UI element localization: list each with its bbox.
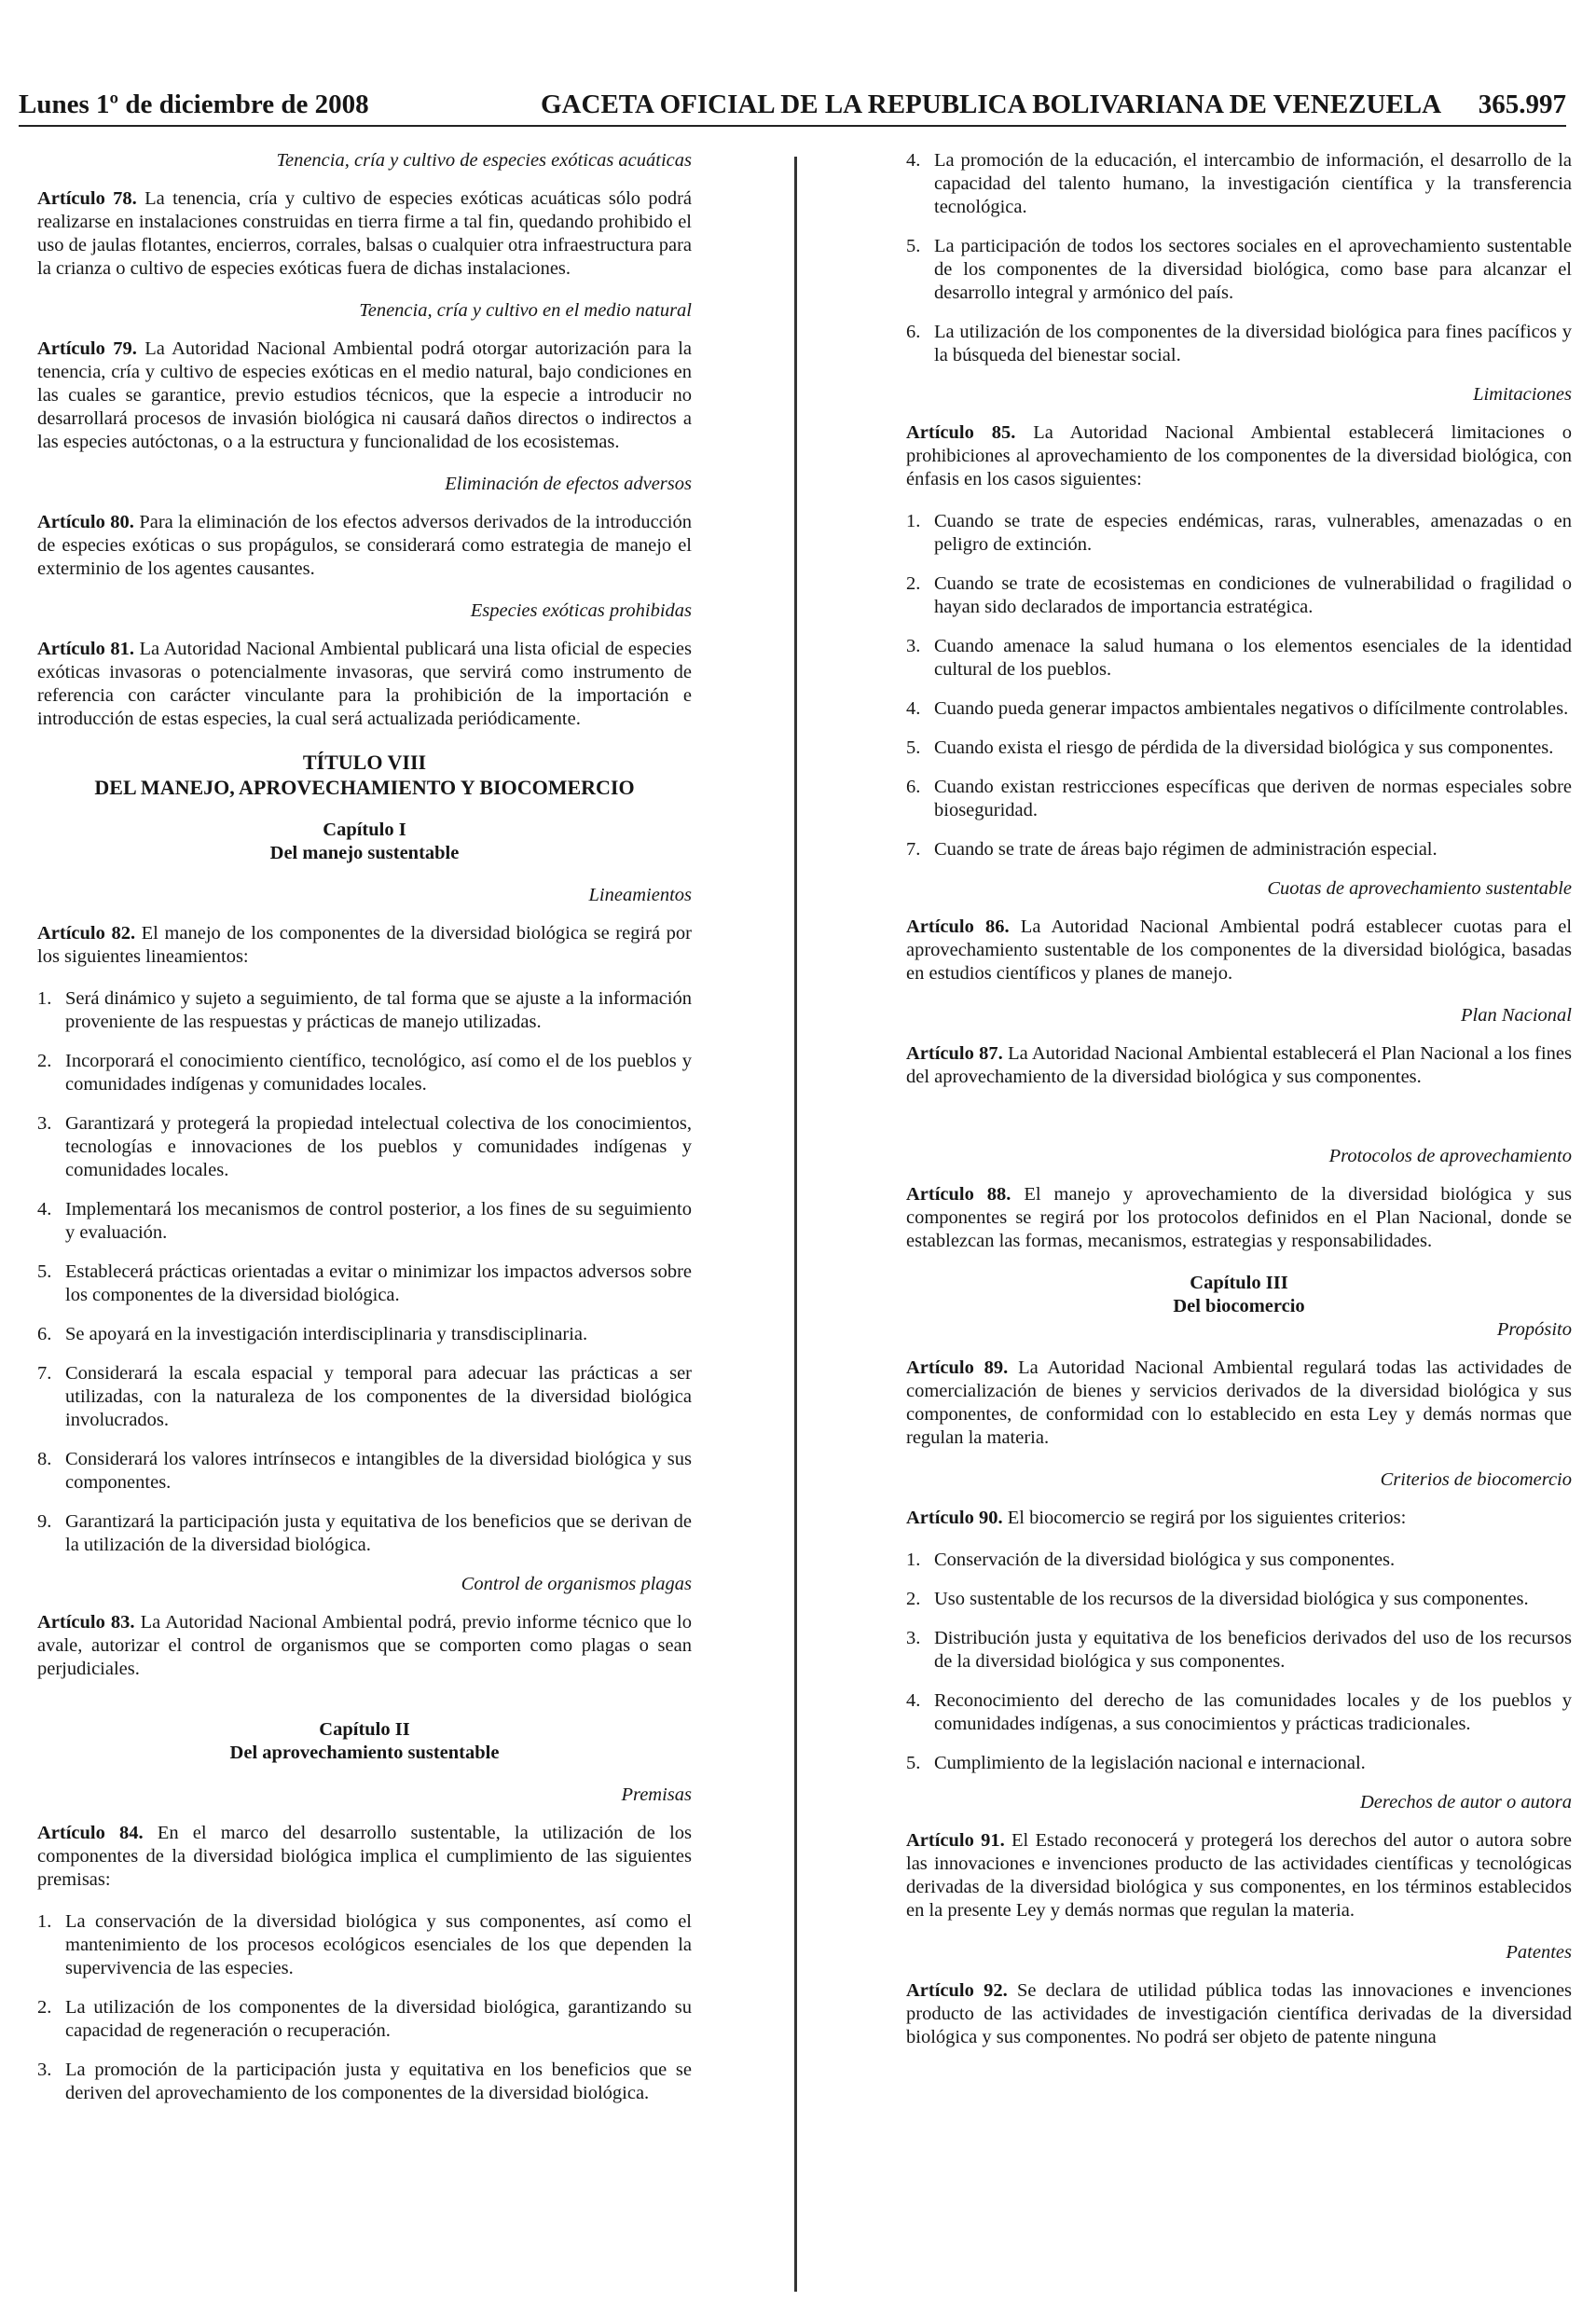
article-85-list — [906, 510, 1572, 861]
article-label: Artículo 86. — [906, 916, 1010, 937]
chapter-name: Del aprovechamiento sustentable — [229, 1743, 500, 1763]
right-column — [906, 149, 1572, 2068]
list-item: 3. Cuando amenace la salud humana o los elementos esenciales de la identidad cultural de los pueblos. — [906, 636, 1572, 680]
header-rule — [19, 125, 1566, 127]
page-header — [19, 90, 1566, 127]
article-text: Se declara de utilidad pública todas las innovaciones e invenciones producto de las actividades de investigación científica derivadas de la diversidad biológica y sus componentes. No podrá ser objeto de patente ninguna — [906, 1980, 1573, 2047]
article-92 — [906, 1979, 1572, 2049]
section-subtitle: Premisas — [621, 1784, 692, 1805]
page-number: 365.997 — [1478, 90, 1566, 119]
list-item: 2. La utilización de los componentes de la diversidad biológica, garantizando su capacidad de regeneración o recuperación. — [37, 1997, 692, 2041]
list-item: 3. La promoción de la participación justa y equitativa en los beneficios que se deriven del aprovechamiento de los componentes de la diversidad biológica. — [37, 2060, 692, 2103]
list-item: 6. La utilización de los componentes de la diversidad biológica para fines pacíficos y la búsqueda del bienestar social. — [906, 322, 1572, 365]
article-84 — [37, 1822, 692, 1892]
article-78 — [37, 187, 692, 281]
article-90 — [906, 1507, 1572, 1530]
article-text: En el marco del desarrollo sustentable, la utilización de los componentes de la diversidad biológica implica el cumplimiento de las siguientes premisas: — [37, 1823, 692, 1890]
article-text: La Autoridad Nacional Ambiental podrá, previo informe técnico que lo avale, autorizar el control de organismos que se comporten como plagas o sean perjudiciales. — [37, 1612, 692, 1679]
article-79 — [37, 338, 692, 454]
article-text: La Autoridad Nacional Ambiental podrá establecer cuotas para el aprovechamiento sustentable de los componentes de la diversidad biológica, basadas en estudios científicos y planes de manejo. — [906, 916, 1573, 984]
list-item: 6. Cuando existan restricciones específicas que deriven de normas especiales sobre bioseguridad. — [906, 777, 1572, 820]
article-text: Para la eliminación de los efectos adversos derivados de la introducción de especies exóticas o sus propágulos, se considerará como estrategia de manejo el exterminio de los agentes causantes. — [37, 512, 693, 579]
chapter-name: Del biocomercio — [1173, 1296, 1305, 1316]
section-subtitle: Eliminación de efectos adversos — [445, 474, 692, 494]
article-81 — [37, 638, 692, 731]
list-item: 1. Será dinámico y sujeto a seguimiento, de tal forma que se ajuste a la información proveniente de las respuestas y prácticas de manejo utilizadas. — [37, 988, 692, 1032]
chapter-heading: Capítulo II — [319, 1719, 410, 1740]
header-title: GACETA OFICIAL DE LA REPUBLICA BOLIVARIANA DE VENEZUELA — [541, 90, 1442, 119]
article-text: La Autoridad Nacional Ambiental regulará todas las actividades de comercialización de bienes y servicios derivados de la diversidad biológica y sus componentes, de conformidad con lo establecido en esta Ley y demás normas que regulan la materia. — [906, 1357, 1573, 1448]
chapter-name: Del manejo sustentable — [269, 843, 460, 863]
list-item: 3. Garantizará y protegerá la propiedad intelectual colectiva de los conocimientos, tecnologías e innovaciones de los pueblos y comunidades indígenas y comunidades locales. — [37, 1113, 692, 1180]
list-item: 4. Cuando pueda generar impactos ambientales negativos o difícilmente controlables. — [906, 698, 1569, 719]
list-item: 2. Uso sustentable de los recursos de la diversidad biológica y sus componentes. — [906, 1589, 1529, 1609]
list-item: 3. Distribución justa y equitativa de los beneficios derivados del uso de los recursos de la diversidad biológica y sus componentes. — [906, 1628, 1572, 1672]
list-item: 1. La conservación de la diversidad biológica y sus componentes, así como el mantenimiento de los procesos ecológicos esenciales de los que dependen la supervivencia de las especies. — [37, 1911, 692, 1978]
section-subtitle: Derechos de autor o autora — [1360, 1792, 1572, 1812]
article-label: Artículo 84. — [37, 1823, 144, 1843]
section-subtitle: Plan Nacional — [1460, 1005, 1572, 1026]
header-date: Lunes 1º de diciembre de 2008 — [19, 90, 369, 119]
section-subtitle: Cuotas de aprovechamiento sustentable — [1267, 878, 1572, 899]
article-text: La Autoridad Nacional Ambiental podrá otorgar autorización para la tenencia, cría y cultivo de especies exóticas en el medio natural, bajo condiciones en las cuales se garantice, previo estudios técnicos, que la especie a introducir no desarrollará procesos de invasión biológica ni causará daños directos o indirectos a las especies autóctonas, o a la estructura y funcionalidad de los ecosistemas. — [37, 338, 693, 452]
section-subtitle: Protocolos de aprovechamiento — [1328, 1146, 1572, 1166]
article-text: El manejo y aprovechamiento de la diversidad biológica y sus componentes se regirá por los protocolos definidos en el Plan Nacional, donde se establezcan las formas, mecanismos, estrategias y responsabilidades. — [906, 1184, 1573, 1251]
article-82-list — [37, 987, 692, 1557]
article-text: La Autoridad Nacional Ambiental establecerá el Plan Nacional a los fines del aprovechamiento de la diversidad biológica y sus componentes. — [906, 1043, 1572, 1087]
list-item: 7. Cuando se trate de áreas bajo régimen de administración especial. — [906, 839, 1438, 860]
article-label: Artículo 83. — [37, 1612, 135, 1633]
article-text: La Autoridad Nacional Ambiental publicará una lista oficial de especies exóticas invasoras o potencialmente invasoras, que servirá como instrumento de referencia con carácter vinculante para la prohibición de la importación e introducción de estas especies, la cual será actualizada periódicamente. — [37, 639, 693, 729]
article-88 — [906, 1183, 1572, 1253]
section-subtitle: Tenencia, cría y cultivo de especies exóticas acuáticas — [276, 150, 692, 171]
list-item: 6. Se apoyará en la investigación interdisciplinaria y transdisciplinaria. — [37, 1324, 588, 1344]
section-subtitle: Lineamientos — [588, 885, 692, 905]
article-label: Artículo 78. — [37, 188, 137, 209]
article-text: El manejo de los componentes de la diversidad biológica se regirá por los siguientes lineamientos: — [37, 923, 693, 967]
section-subtitle: Limitaciones — [1473, 384, 1572, 405]
list-item: 2. Cuando se trate de ecosistemas en condiciones de vulnerabilidad o fragilidad o hayan sido declarados de importancia estratégica. — [906, 573, 1572, 617]
article-label: Artículo 82. — [37, 923, 136, 944]
article-text: El biocomercio se regirá por los siguientes criterios: — [1007, 1508, 1407, 1528]
article-84-list — [37, 1910, 692, 2105]
list-item: 5. Cuando exista el riesgo de pérdida de la diversidad biológica y sus componentes. — [906, 737, 1554, 758]
chapter-heading: Capítulo I — [323, 820, 406, 840]
article-82 — [37, 922, 692, 969]
article-label: Artículo 85. — [906, 422, 1016, 443]
list-item: 5. Cumplimiento de la legislación nacional e internacional. — [906, 1753, 1366, 1773]
left-column — [37, 149, 692, 2121]
section-subtitle: Tenencia, cría y cultivo en el medio natural — [359, 300, 692, 321]
list-item: 4. Implementará los mecanismos de control posterior, a los fines de su seguimiento y evaluación. — [37, 1199, 692, 1243]
article-89 — [906, 1357, 1572, 1450]
article-91 — [906, 1829, 1572, 1922]
section-subtitle: Control de organismos plagas — [461, 1574, 692, 1594]
article-label: Artículo 91. — [906, 1830, 1005, 1851]
article-label: Artículo 88. — [906, 1184, 1011, 1205]
article-label: Artículo 79. — [37, 338, 137, 359]
article-80 — [37, 511, 692, 581]
article-text: La Autoridad Nacional Ambiental establecerá limitaciones o prohibiciones al aprovechamiento de los componentes de la diversidad biológica, con énfasis en los casos siguientes: — [906, 422, 1572, 489]
article-text: La tenencia, cría y cultivo de especies exóticas acuáticas sólo podrá realizarse en instalaciones construidas en tierra firme a tal fin, quedando prohibido el uso de jaulas flotantes, encierros, corrales, balsas o cualquier otra infraestructura para la crianza o cultivo de especies exóticas fuera de dichas instalaciones. — [37, 188, 693, 279]
list-item: 4. La promoción de la educación, el intercambio de información, el desarrollo de la capacidad del talento humano, la investigación científica y la transferencia tecnológica. — [906, 150, 1572, 217]
section-subtitle: Propósito — [1496, 1319, 1572, 1340]
list-item: 5. Establecerá prácticas orientadas a evitar o minimizar los impactos adversos sobre los componentes de la diversidad biológica. — [37, 1261, 692, 1305]
section-subtitle: Patentes — [1506, 1942, 1572, 1963]
list-item: 2. Incorporará el conocimiento científico, tecnológico, así como el de los pueblos y comunidades indígenas y comunidades locales. — [37, 1051, 692, 1095]
column-divider — [794, 157, 797, 2292]
article-90-list — [906, 1549, 1572, 1775]
article-label: Artículo 80. — [37, 512, 134, 532]
article-84-list-continued — [906, 149, 1572, 367]
list-item: 8. Considerará los valores intrínsecos e intangibles de la diversidad biológica y sus componentes. — [37, 1449, 692, 1493]
article-label: Artículo 89. — [906, 1357, 1009, 1378]
list-item: 7. Considerará la escala espacial y temporal para adecuar las prácticas a ser utilizadas, con la naturaleza de los componentes de la diversidad biológica involucrados. — [37, 1363, 692, 1430]
list-item: 1. Cuando se trate de especies endémicas, raras, vulnerables, amenazadas o en peligro de extinción. — [906, 511, 1572, 555]
article-label: Artículo 81. — [37, 639, 134, 659]
list-item: 1. Conservación de la diversidad biológica y sus componentes. — [906, 1550, 1396, 1570]
list-item: 4. Reconocimiento del derecho de las comunidades locales y de los pueblos y comunidades indígenas, a sus conocimientos y prácticas tradicionales. — [906, 1690, 1572, 1734]
article-text: El Estado reconocerá y protegerá los derechos del autor o autora sobre las innovaciones e invenciones producto de las actividades científicas y tecnológicas derivadas de la diversidad biológica y sus componentes, en los términos establecidos en la presente Ley y demás normas que regulan la materia. — [906, 1830, 1573, 1921]
article-86 — [906, 916, 1572, 985]
article-87 — [906, 1042, 1572, 1089]
article-label: Artículo 90. — [906, 1508, 1003, 1528]
chapter-heading: Capítulo III — [1190, 1273, 1288, 1293]
section-subtitle: Especies exóticas prohibidas — [470, 600, 692, 621]
article-label: Artículo 87. — [906, 1043, 1003, 1064]
article-label: Artículo 92. — [906, 1980, 1008, 2001]
list-item: 9. Garantizará la participación justa y equitativa de los beneficios que se derivan de la utilización de la diversidad biológica. — [37, 1511, 692, 1555]
article-85 — [906, 421, 1572, 491]
list-item: 5. La participación de todos los sectores sociales en el aprovechamiento sustentable de los componentes de la diversidad biológica, como base para alcanzar el desarrollo integral y armónico del país. — [906, 236, 1572, 303]
section-subtitle: Criterios de biocomercio — [1380, 1469, 1572, 1490]
title-heading: TÍTULO VIII — [302, 751, 427, 774]
article-83 — [37, 1611, 692, 1681]
title-name: DEL MANEJO, APROVECHAMIENTO Y BIOCOMERCIO — [94, 776, 635, 799]
